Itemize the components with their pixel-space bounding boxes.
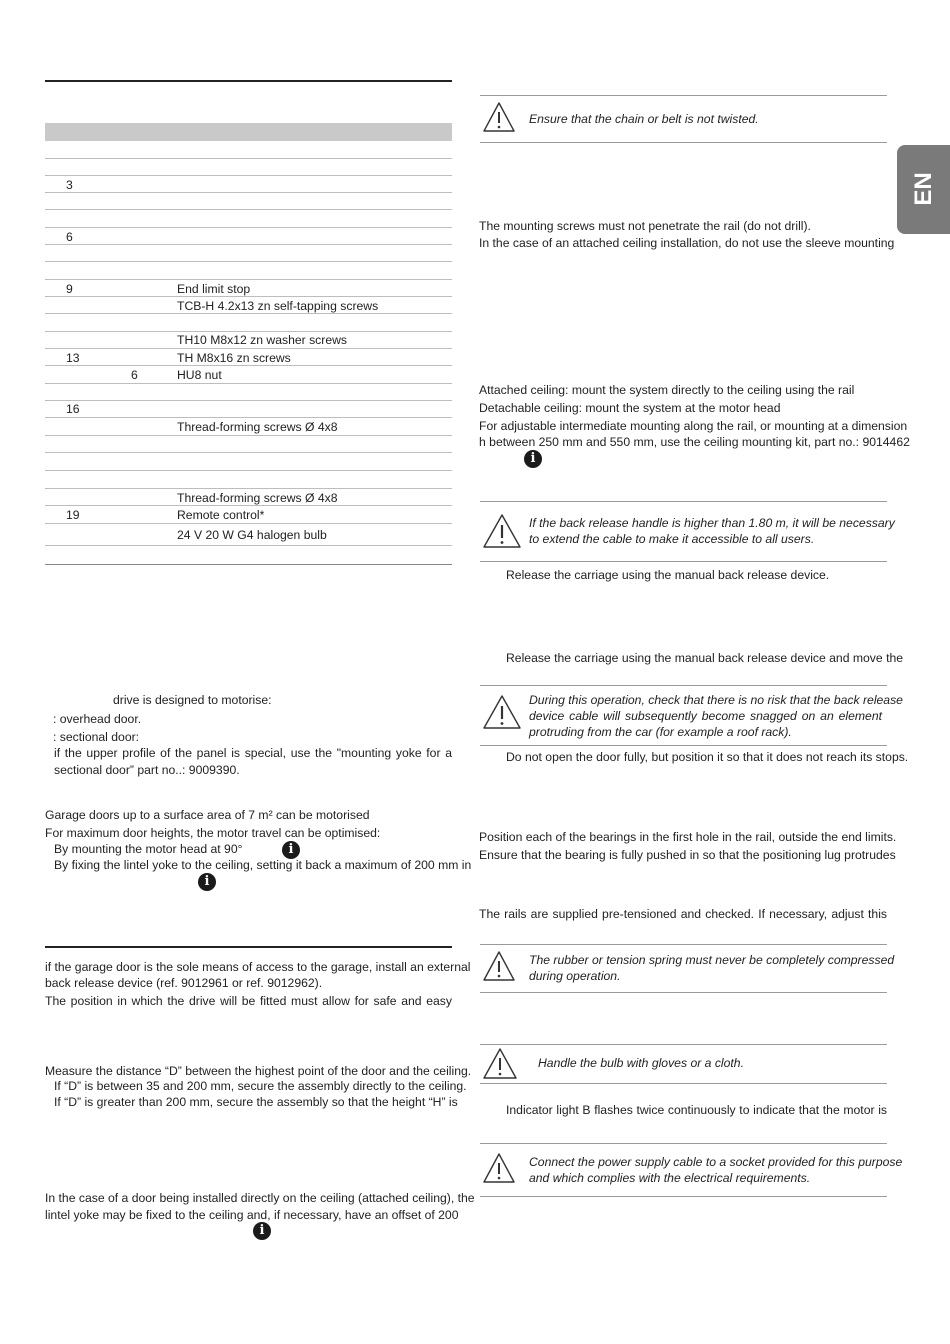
bearing-pushed-text: Ensure that the bearing is fully pushed in so that the positioning lug protrudes <box>479 848 896 862</box>
warning-box-top <box>480 501 887 502</box>
table-cell-desc: Remote control* <box>177 508 265 522</box>
release-move-text: Release the carriage using the manual back release device and move the <box>506 651 904 665</box>
sectional-note-1: if the upper profile of the panel is special, use the "mounting yoke for a <box>54 746 452 760</box>
language-tab <box>897 145 950 234</box>
table-row-divider <box>45 227 452 228</box>
section-divider <box>45 80 452 82</box>
sole-access-2: back release device (ref. 9012961 or ref. 9012962). <box>45 976 323 990</box>
warning-icon <box>482 950 516 982</box>
no-open-text: Do not open the door fully, but position it so that it does not reach its stops. <box>506 750 909 764</box>
adjustable-text-2: h between 250 mm and 550 mm, use the ceiling mounting kit, part no.: 9014462 <box>479 435 910 449</box>
measure-text: Measure the distance “D” between the highest point of the door and the ceiling. <box>45 1064 472 1078</box>
table-row-divider <box>45 417 452 418</box>
sole-access-1: if the garage door is the sole means of access to the garage, install an external <box>45 960 471 974</box>
warning-spring-text-1: The rubber or tension spring must never be completely compressed <box>529 953 895 967</box>
adjustable-text-1: For adjustable intermediate mounting along the rail, or mounting at a dimension <box>479 419 908 433</box>
warning-snag-text-2: device cable will subsequently become snagged on an element <box>529 709 882 723</box>
warning-box-top <box>480 1044 887 1045</box>
table-row-divider <box>45 523 452 524</box>
table-row-divider <box>45 209 452 210</box>
table-row-divider <box>45 400 452 401</box>
warning-spring-text-2: during operation. <box>529 969 621 983</box>
table-cell-desc: 24 V 20 W G4 halogen bulb <box>177 528 327 542</box>
info-icon: i <box>198 873 216 891</box>
table-row-divider <box>45 175 452 176</box>
warning-box-bottom <box>480 992 887 993</box>
table-row-divider <box>45 452 452 453</box>
attached-ceiling-text: Attached ceiling: mount the system directly to the ceiling using the rail <box>479 383 855 397</box>
warning-box-bottom <box>480 561 887 562</box>
drive-intro: drive is designed to motorise: <box>113 693 272 707</box>
warning-box-top <box>480 95 887 96</box>
warning-icon <box>482 694 522 730</box>
warning-icon <box>482 1047 518 1080</box>
sectional-note-2: sectional door” part no..: 9009390. <box>54 763 240 777</box>
table-cell-desc: TH M8x16 zn screws <box>177 351 291 365</box>
warning-box-bottom <box>480 1083 887 1084</box>
overhead-door: : overhead door. <box>53 712 142 726</box>
language-tab-label: EN <box>910 172 937 206</box>
warning-icon <box>482 1152 516 1184</box>
table-cell-num: 13 <box>66 351 80 365</box>
sleeve-text: In the case of an attached ceiling installation, do not use the sleeve mounting <box>479 236 895 250</box>
table-cell-desc: TH10 M8x12 zn washer screws <box>177 333 348 347</box>
table-row-divider <box>45 261 452 262</box>
table-cell-num: 3 <box>66 178 73 192</box>
warning-box-bottom <box>480 745 887 746</box>
indicator-text: Indicator light B flashes twice continuously to indicate that the motor is <box>506 1103 887 1117</box>
table-row-divider <box>45 545 452 546</box>
table-cell-desc: Thread-forming screws Ø 4x8 <box>177 491 338 505</box>
warning-icon <box>482 513 522 549</box>
warning-chain-text: Ensure that the chain or belt is not twisted. <box>529 112 759 126</box>
table-row-divider <box>45 279 452 280</box>
table-cell-desc: TCB-H 4.2x13 zn self-tapping screws <box>177 299 379 313</box>
screws-rail-text: The mounting screws must not penetrate the rail (do not drill). <box>479 219 811 233</box>
motor-head-text: By mounting the motor head at 90° <box>54 842 243 856</box>
table-row-divider <box>45 470 452 471</box>
max-heights-text: For maximum door heights, the motor travel can be optimised: <box>45 826 381 840</box>
table-cell-num: 19 <box>66 508 80 522</box>
table-row-divider <box>45 244 452 245</box>
table-cell-desc: End limit stop <box>177 282 251 296</box>
warning-snag-text-3: protruding from the car (for example a roof rack). <box>529 725 792 739</box>
section-divider <box>45 946 452 948</box>
attached-text-2: lintel yoke may be fixed to the ceiling and, if necessary, have an offset of 200 <box>45 1208 459 1222</box>
detachable-ceiling-text: Detachable ceiling: mount the system at the motor head <box>479 401 781 415</box>
d-large-text: If “D” is greater than 200 mm, secure the assembly so that the height “H” is <box>54 1095 458 1109</box>
table-row-divider <box>45 383 452 384</box>
warning-box-bottom <box>480 1196 887 1197</box>
table-cell-num: 6 <box>66 230 73 244</box>
bearings-text: Position each of the bearings in the first hole in the rail, outside the end limits. <box>479 830 897 844</box>
lintel-fix-text: By fixing the lintel yoke to the ceiling, setting it back a maximum of 200 mm in <box>54 858 472 872</box>
d-small-text: If “D” is between 35 and 200 mm, secure the assembly directly to the ceiling. <box>54 1079 467 1093</box>
warning-release-text-1: If the back release handle is higher than 1.80 m, it will be necessary <box>529 516 895 530</box>
info-icon: i <box>282 841 300 859</box>
table-row-divider <box>45 158 452 159</box>
rails-tension-text: The rails are supplied pre-tensioned and checked. If necessary, adjust this <box>479 907 887 921</box>
warning-box-bottom <box>480 142 887 143</box>
table-row-divider <box>45 348 452 349</box>
release-carriage-text: Release the carriage using the manual back release device. <box>506 568 830 582</box>
table-cell-num: 9 <box>66 282 73 296</box>
table-cell-num: 16 <box>66 402 80 416</box>
table-cell-qty: 6 <box>131 368 138 382</box>
warning-box-top <box>480 685 887 686</box>
warning-box-top <box>480 1143 887 1144</box>
position-text: The position in which the drive will be fitted must allow for safe and easy <box>45 994 452 1008</box>
table-cell-desc: HU8 nut <box>177 368 222 382</box>
table-row-divider <box>45 488 452 489</box>
surface-text: Garage doors up to a surface area of 7 m² can be motorised <box>45 808 370 822</box>
info-icon: i <box>524 450 542 468</box>
sectional-door: : sectional door: <box>53 730 140 744</box>
table-row-divider <box>45 192 452 193</box>
table-bottom-line <box>45 564 452 565</box>
warning-power-text-1: Connect the power supply cable to a socket provided for this purpose <box>529 1155 903 1169</box>
warning-box-top <box>480 944 887 945</box>
warning-snag-text-1: During this operation, check that there is no risk that the back release <box>529 693 903 707</box>
warning-icon <box>482 101 516 133</box>
table-row-divider <box>45 435 452 436</box>
parts-table-header <box>45 123 452 141</box>
info-icon: i <box>253 1222 271 1240</box>
warning-bulb-text: Handle the bulb with gloves or a cloth. <box>538 1056 744 1070</box>
table-cell-desc: Thread-forming screws Ø 4x8 <box>177 420 338 434</box>
attached-text-1: In the case of a door being installed directly on the ceiling (attached ceiling), the <box>45 1191 475 1205</box>
warning-release-text-2: to extend the cable to make it accessible to all users. <box>529 532 815 546</box>
warning-power-text-2: and which complies with the electrical requirements. <box>529 1171 811 1185</box>
